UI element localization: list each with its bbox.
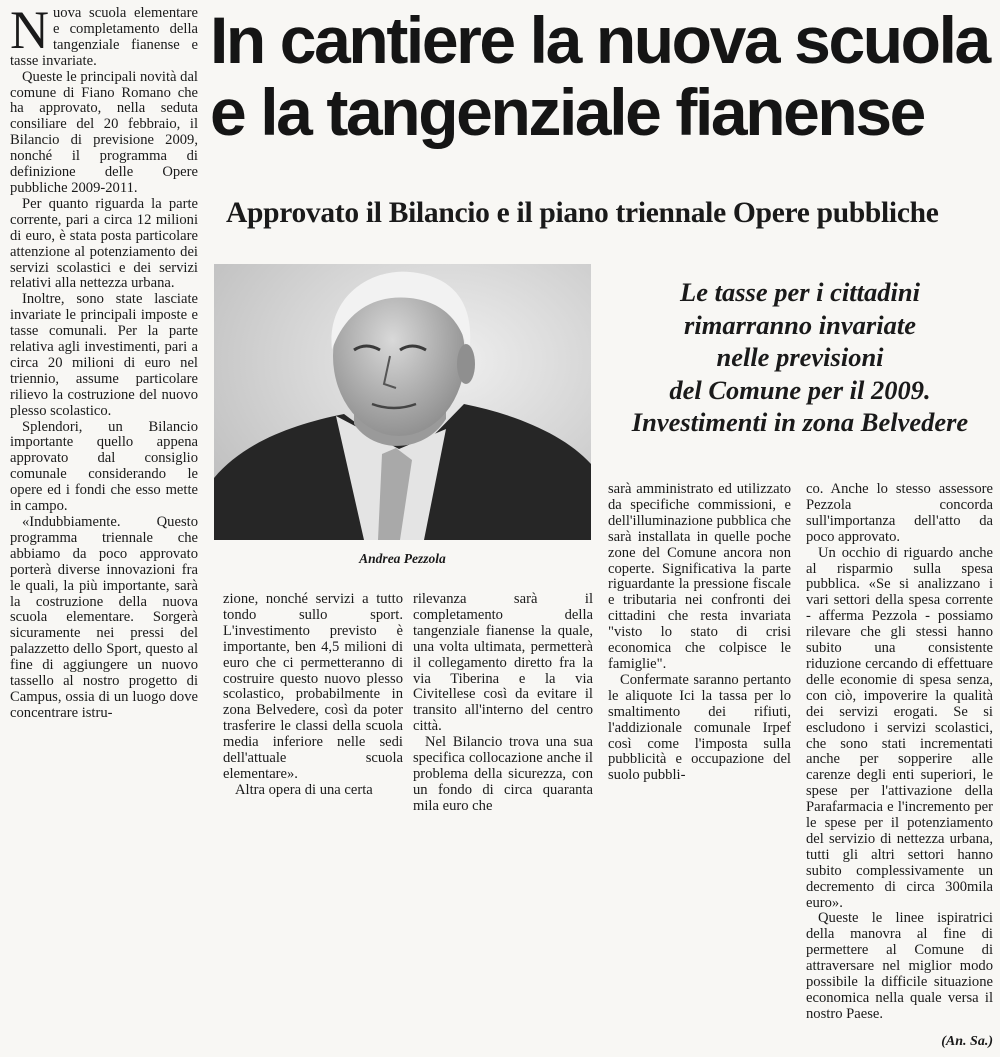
paragraph: Confermate saranno pertanto le aliquote Ici la tassa per lo smaltimento dei rifiuti, l'addizionale comunale Irpef così come l'imposta sulla pubblicità e occupazione del suolo pubbli- bbox=[608, 671, 791, 784]
article-column-1 bbox=[10, 0, 198, 722]
paragraph: sarà amministrato ed utilizzato da specifiche commissioni, e dell'illuminazione pubblica che sarà installata in quelle poche zone del Comune ancora non coperte. Significativa la parte riguardante la pressione fiscale e tributaria nei confronti dei cittadini che resta invariata "visto lo stato di crisi economica che colpisce le famiglie". bbox=[608, 481, 791, 672]
pull-quote-line: rimarranno invariate bbox=[684, 309, 916, 340]
paragraph: Un occhio di riguardo anche al risparmio sulla spesa pubblica. «Se si analizzano i vari settori della spesa corrente - afferma Pezzola - possiamo rilevare che gli stessi hanno subito una consistente riduzione cercando di effettuare delle economie di spesa senza, con ciò, impoverire la qualità dei servizi erogati. Se si escludono i servizi scolastici, che sono stati incrementati anche per sopperire alle carenze degli enti superiori, le spese per l'attivazione della Parafarmacia e l'incremento per le spese per il potenziamento del servizio di nettezza urbana, tutti gli altri settori hanno subito complessivamente un decremento di circa 300mila euro». bbox=[806, 544, 993, 911]
headline bbox=[210, 4, 995, 148]
paragraph: Splendori, un Bilancio importante quello appena approvato dal consiglio comunale considerando le opere ed i fondi che esso mette in campo. bbox=[10, 418, 198, 515]
paragraph: rilevanza sarà il completamento della tangenziale fianense la quale, una volta ultimata, permetterà il collegamento diretto fra la via Tiberina e la via Civitellese così da evitare il transito all'interno del centro città. bbox=[413, 591, 593, 735]
pull-quote-line: Investimenti in zona Belvedere bbox=[631, 407, 969, 437]
subheadline: Approvato il Bilancio e il piano triennale Opere pubbliche bbox=[226, 197, 939, 229]
drop-cap: N bbox=[10, 0, 49, 60]
article-column-2 bbox=[223, 592, 403, 799]
paragraph: co. Anche lo stesso assessore Pezzola concorda sull'importanza dell'atto da poco approvato. bbox=[806, 481, 993, 545]
headline-line-1: In cantiere la nuova scuola bbox=[210, 3, 989, 77]
paragraph: Queste le linee ispiratrici della manovra al fine di permettere al Comune di attraversare nel miglior modo possibile la difficile situazione economica nella quale versa il nostro Paese. bbox=[806, 910, 993, 1022]
article-column-5 bbox=[806, 482, 993, 1023]
pull-quote bbox=[604, 276, 996, 439]
paragraph: «Indubbiamente. Questo programma triennale che abbiamo da poco approvato porterà diverse innovazioni fra le quali, la più importante, sarà la costruzione della nuova scuola elementare. Sorgerà sicuramente nei pressi del palazzetto dello Sport, questo al fine di aggiungere un nuovo tassello al nostro progetto di Campus, ossia di un luogo dove concentrare istru- bbox=[10, 514, 198, 721]
paragraph: Inoltre, sono state lasciate invariate le principali imposte e tasse comunali. Per la parte relativa agli investimenti, pari a circa 20 milioni di euro nel triennio, assume particolare rilievo la costruzione del nuovo plesso scolastico. bbox=[10, 291, 198, 419]
paragraph: zione, nonché servizi a tutto tondo sullo sport. L'investimento previsto è importante, ben 4,5 milioni di euro che ci permetteranno di costruire questo nuovo plesso scolastico, probabilmente in zona Belvedere, così da poter trasferire le classi della scuola media inferiore nelle sedi dell'attuale scuola elementare». bbox=[223, 591, 403, 782]
paragraph: Altra opera di una certa bbox=[235, 781, 373, 798]
paragraph: Per quanto riguarda la parte corrente, pari a circa 12 milioni di euro, è stata posta particolare attenzione al potenziamento dei servizi scolastici e dei servizi relativi alla nettezza urbana. bbox=[10, 195, 198, 292]
headline-line-2: e la tangenziale fianense bbox=[210, 75, 924, 149]
pull-quote-line: del Comune per il 2009. bbox=[669, 374, 931, 405]
article-column-3 bbox=[413, 592, 593, 815]
photo-caption: Andrea Pezzola bbox=[359, 551, 446, 566]
paragraph: uova scuola elementare e completamento della tangenziale fianense e tasse invariate. bbox=[10, 5, 198, 69]
portrait-illustration bbox=[214, 264, 591, 540]
pull-quote-line: Le tasse per i cittadini bbox=[680, 277, 920, 307]
article-column-4 bbox=[608, 482, 791, 784]
pull-quote-line: nelle previsioni bbox=[716, 342, 884, 372]
paragraph: Queste le principali novità dal comune di Fiano Romano che ha approvato, nella seduta consiliare del 20 febbraio, il Bilancio di previsione 2009, nonché il programma di definizione delle Opere pubbliche 2009-2011. bbox=[10, 68, 198, 196]
photo-andrea-pezzola bbox=[214, 264, 591, 540]
byline: (An. Sa.) bbox=[941, 1034, 993, 1049]
paragraph: Nel Bilancio trova una sua specifica collocazione anche il problema della sicurezza, con un fondo di circa quaranta mila euro che bbox=[413, 734, 593, 814]
